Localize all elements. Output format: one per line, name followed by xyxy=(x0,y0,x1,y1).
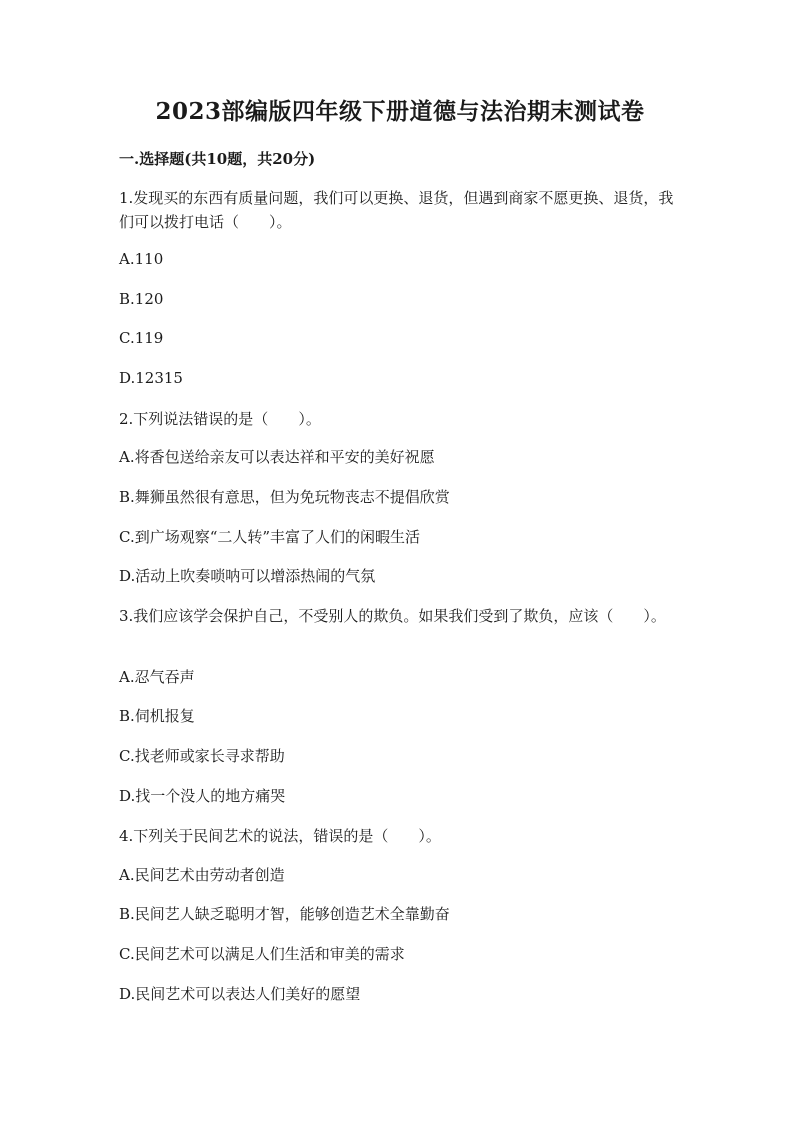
section-heading: 一.选择题(共10题，共20分) xyxy=(119,150,316,168)
question-3-option-b: B.伺机报复 xyxy=(119,707,195,725)
question-3-option-c: C.找老师或家长寻求帮助 xyxy=(119,747,285,765)
question-4-option-b: B.民间艺人缺乏聪明才智，能够创造艺术全靠勤奋 xyxy=(119,905,450,923)
question-4-option-a: A.民间艺术由劳动者创造 xyxy=(119,866,285,884)
question-2-option-d: D.活动上吹奏唢呐可以增添热闹的气氛 xyxy=(119,567,376,585)
question-3-option-a: A.忍气吞声 xyxy=(119,668,195,686)
question-3-option-d: D.找一个没人的地方痛哭 xyxy=(119,787,286,805)
question-1-option-d: D.12315 xyxy=(119,369,183,387)
question-1-option-c: C.119 xyxy=(119,329,164,347)
question-3-stem: 3.我们应该学会保护自己，不受别人的欺负。如果我们受到了欺负，应该（ ）。 xyxy=(119,607,666,625)
question-2-option-b: B.舞狮虽然很有意思，但为免玩物丧志不提倡欣赏 xyxy=(119,488,450,506)
question-4-stem: 4.下列关于民间艺术的说法，错误的是（ ）。 xyxy=(119,827,441,845)
question-2-stem: 2.下列说法错误的是（ ）。 xyxy=(119,410,321,428)
question-2-option-a: A.将香包送给亲友可以表达祥和平安的美好祝愿 xyxy=(119,448,435,466)
question-2-option-c: C.到广场观察“二人转”丰富了人们的闲暇生活 xyxy=(119,528,421,546)
question-1-stem: 1.发现买的东西有质量问题，我们可以更换、退货，但遇到商家不愿更换、退货，我们可以拨打电话（ ）。 xyxy=(119,189,674,231)
question-4-option-d: D.民间艺术可以表达人们美好的愿望 xyxy=(119,985,361,1003)
exam-title: 2023部编版四年级下册道德与法治期末测试卷 xyxy=(155,98,645,125)
question-1-option-b: B.120 xyxy=(119,290,164,308)
question-1-option-a: A.110 xyxy=(119,250,164,268)
question-4-option-c: C.民间艺术可以满足人们生活和审美的需求 xyxy=(119,945,405,963)
